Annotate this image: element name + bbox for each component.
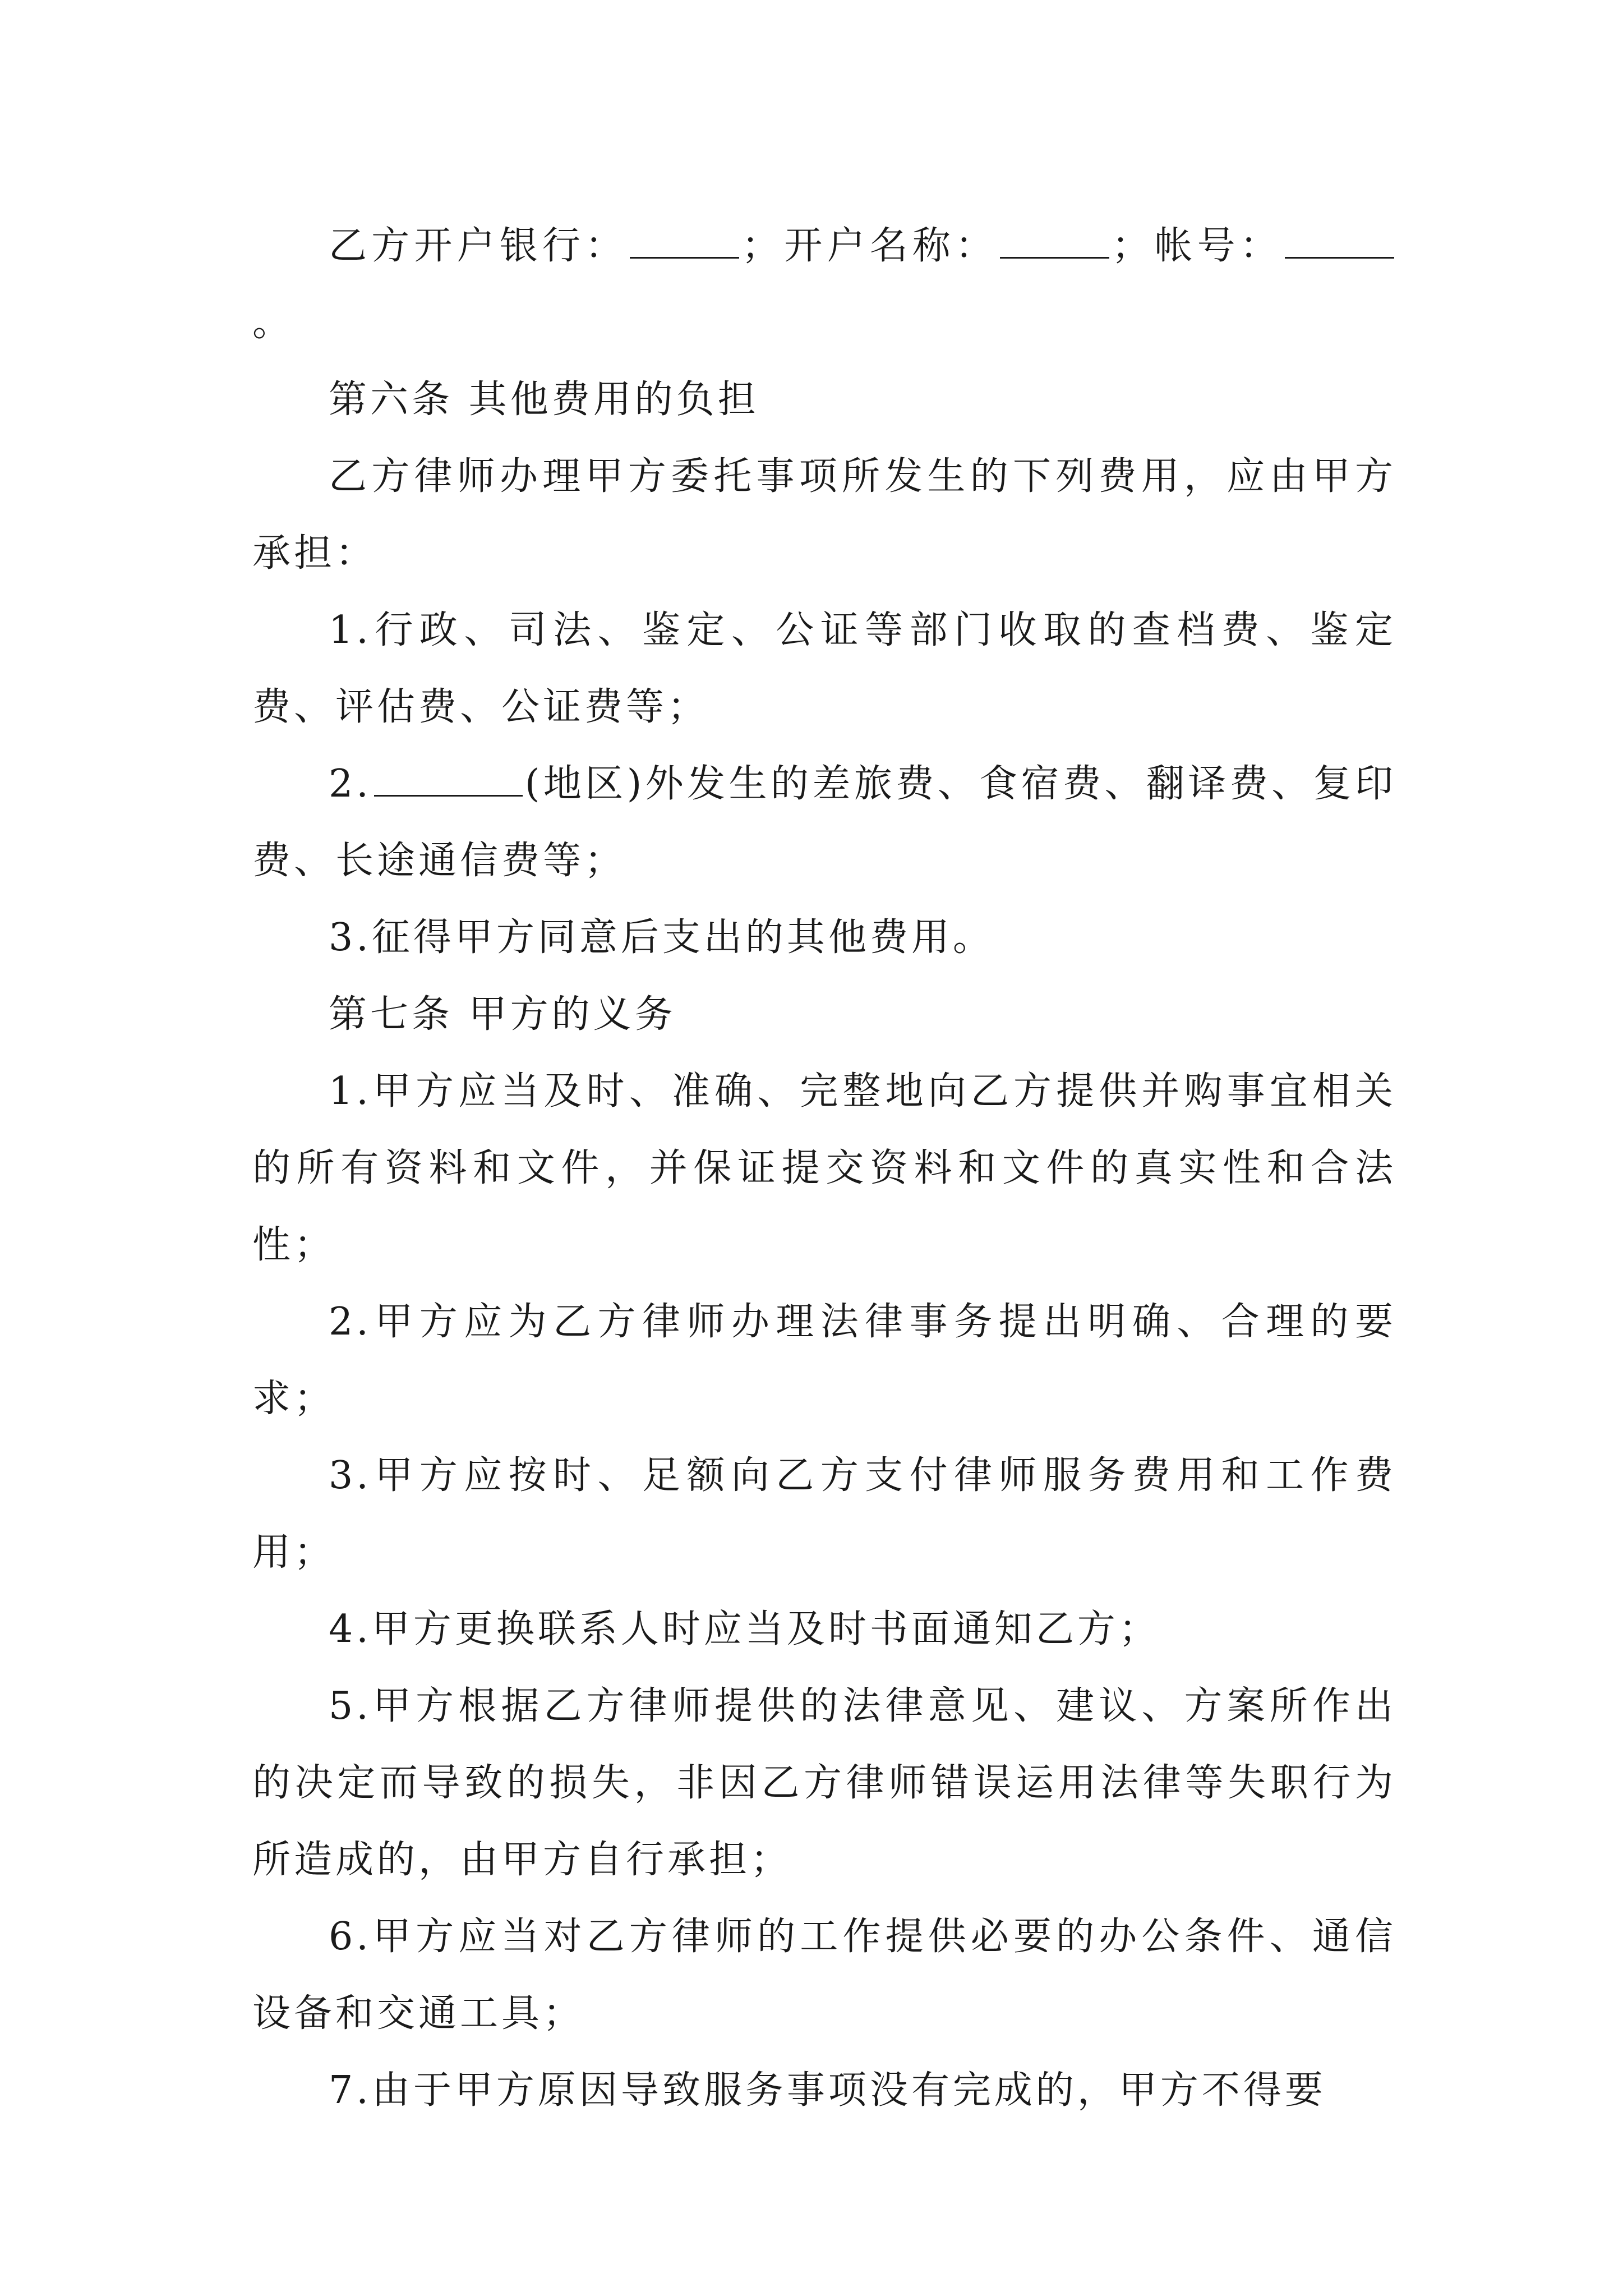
item-2-text: (地区)外发生的差旅费、食宿费、翻译费、复印费、长途通信费等； [252, 762, 1396, 883]
account-name-blank [1000, 224, 1109, 259]
article-7-title: 第七条 甲方的义务 [329, 992, 676, 1037]
item-2-number: 2. [329, 762, 372, 806]
article-7-item-5: 5.甲方根据乙方律师提供的法律意见、建议、方案所作出的决定而导致的损失，非因乙方律师错误运用法律等失职行为所造成的，由甲方自行承担； [252, 1684, 1396, 1882]
article-7-item-4: 4.甲方更换联系人时应当及时书面通知乙方； [329, 1607, 1160, 1651]
bank-blank [630, 224, 739, 259]
account-name-label: ；开户名称： [741, 224, 998, 268]
region-blank [374, 762, 523, 797]
document-body [252, 208, 1396, 2129]
account-number-blank [1285, 224, 1394, 259]
article-7-item-6: 6.甲方应当对乙方律师的工作提供必要的办公条件、通信设备和交通工具； [252, 1915, 1396, 2036]
bank-label: 乙方开户银行： [329, 224, 628, 268]
article-7-item-3: 3.甲方应按时、足额向乙方支付律师服务费用和工作费用； [252, 1453, 1396, 1575]
article-6-item-2 [252, 746, 1396, 899]
article-7-item-7: 7.由于甲方原因导致服务事项没有完成的，甲方不得要 [329, 2068, 1326, 2113]
article-7-item-1: 1.甲方应当及时、准确、完整地向乙方提供并购事宜相关的所有资料和文件，并保证提交资料和文件的真实性和合法性； [252, 1069, 1396, 1267]
article-6-item-3: 3.征得甲方同意后支出的其他费用。 [329, 915, 994, 960]
article-6-title: 第六条 其他费用的负担 [329, 378, 759, 422]
article-7-item-2: 2.甲方应为乙方律师办理法律事务提出明确、合理的要求； [252, 1300, 1396, 1421]
account-number-label: ；帐号： [1112, 224, 1283, 268]
article-6-intro: 乙方律师办理甲方委托事项所发生的下列费用，应由甲方承担： [252, 454, 1396, 576]
line-end: 。 [252, 301, 294, 345]
bank-info-line [252, 208, 1396, 361]
article-6-item-1: 1.行政、司法、鉴定、公证等部门收取的查档费、鉴定费、评估费、公证费等； [252, 608, 1396, 729]
